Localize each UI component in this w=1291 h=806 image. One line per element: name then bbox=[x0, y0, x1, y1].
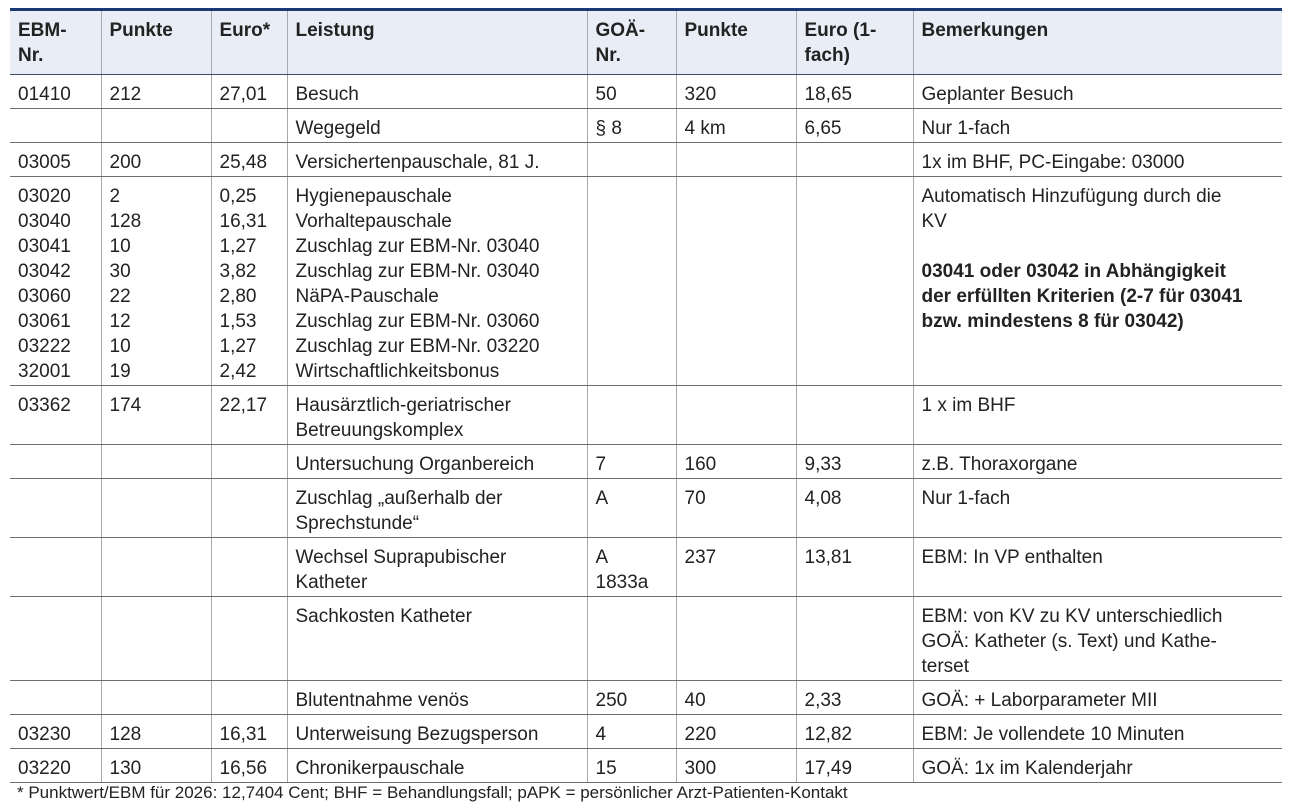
header-text: EBM- bbox=[18, 20, 67, 41]
cell-euro bbox=[211, 177, 287, 386]
header-text: GOÄ- bbox=[595, 20, 646, 41]
cell-line: 2,42 bbox=[219, 361, 257, 382]
cell-line: 13,81 bbox=[804, 547, 853, 568]
cell-line: 4 km bbox=[684, 118, 726, 139]
cell-line: Versichertenpauschale, 81 J. bbox=[295, 152, 540, 173]
cell-line: 03040 bbox=[18, 211, 71, 232]
cell-line: 16,31 bbox=[219, 724, 268, 745]
cell-line: GOÄ: 1x im Kalenderjahr bbox=[921, 758, 1133, 779]
cell-line: 15 bbox=[595, 758, 617, 779]
cell-goae-punkte bbox=[676, 479, 796, 538]
cell-line: Blutentnahme venös bbox=[295, 690, 469, 711]
cell-bemerkung bbox=[913, 597, 1282, 681]
header-euro bbox=[211, 10, 287, 75]
header-text: Bemerkungen bbox=[921, 20, 1049, 41]
table-row bbox=[10, 715, 1282, 749]
cell-goae-punkte bbox=[676, 109, 796, 143]
header-bemerkungen bbox=[913, 10, 1282, 75]
cell-line: Nur 1-fach bbox=[921, 118, 1011, 139]
cell-line: Chronikerpauschale bbox=[295, 758, 465, 779]
cell-bemerkung bbox=[913, 177, 1282, 386]
cell-punkte bbox=[101, 749, 211, 783]
cell-line: Untersuchung Organbereich bbox=[295, 454, 535, 475]
cell-line: 30 bbox=[109, 261, 131, 282]
spacer bbox=[922, 234, 1275, 259]
cell-line: 128 bbox=[109, 724, 142, 745]
cell-bemerkung bbox=[913, 479, 1282, 538]
cell-line: 3,82 bbox=[219, 261, 257, 282]
header-text: Euro* bbox=[219, 20, 271, 41]
header-text: fach) bbox=[804, 45, 850, 66]
cell-goae-punkte bbox=[676, 715, 796, 749]
header-text: Nr. bbox=[18, 45, 44, 66]
header-punkte bbox=[101, 10, 211, 75]
cell-line: 1x im BHF, PC-Eingabe: 03000 bbox=[921, 152, 1185, 173]
table-row bbox=[10, 749, 1282, 783]
cell-line: 17,49 bbox=[804, 758, 853, 779]
cell-goae-euro bbox=[796, 177, 913, 386]
cell-goae-punkte bbox=[676, 538, 796, 597]
cell-line: Zuschlag zur EBM-Nr. 03220 bbox=[295, 336, 540, 357]
cell-line: 25,48 bbox=[219, 152, 268, 173]
cell-goae-euro bbox=[796, 445, 913, 479]
cell-line: 250 bbox=[595, 690, 628, 711]
cell-ebm-nr bbox=[10, 177, 101, 386]
cell-line: 237 bbox=[684, 547, 717, 568]
cell-line: 4 bbox=[595, 724, 607, 745]
table-row bbox=[10, 143, 1282, 177]
table-row bbox=[10, 479, 1282, 538]
table-header bbox=[10, 10, 1282, 75]
cell-leistung bbox=[287, 109, 587, 143]
cell-goae-punkte bbox=[676, 75, 796, 109]
cell-euro bbox=[211, 75, 287, 109]
cell-line: 40 bbox=[684, 690, 706, 711]
cell-line: 12 bbox=[109, 311, 131, 332]
cell-punkte bbox=[101, 715, 211, 749]
cell-euro bbox=[211, 479, 287, 538]
cell-line-bold: bzw. mindestens 8 für 03042) bbox=[921, 311, 1184, 332]
cell-line-bold: 03041 oder 03042 in Abhängigkeit bbox=[921, 261, 1226, 282]
cell-punkte bbox=[101, 445, 211, 479]
cell-line: 03220 bbox=[18, 758, 71, 779]
table-row bbox=[10, 445, 1282, 479]
cell-line: 03041 bbox=[18, 236, 71, 257]
cell-goae-punkte bbox=[676, 597, 796, 681]
cell-line: terset bbox=[921, 656, 970, 677]
cell-line: 32001 bbox=[18, 361, 71, 382]
cell-ebm-nr bbox=[10, 479, 101, 538]
cell-punkte bbox=[101, 538, 211, 597]
table-row bbox=[10, 597, 1282, 681]
cell-goae-euro bbox=[796, 538, 913, 597]
cell-goae-nr bbox=[587, 715, 676, 749]
cell-goae-nr bbox=[587, 386, 676, 445]
cell-line: 12,82 bbox=[804, 724, 853, 745]
cell-ebm-nr bbox=[10, 538, 101, 597]
cell-line: EBM: Je vollendete 10 Minuten bbox=[921, 724, 1185, 745]
cell-leistung bbox=[287, 386, 587, 445]
cell-line: 1,27 bbox=[219, 336, 257, 357]
cell-ebm-nr bbox=[10, 143, 101, 177]
cell-line: 03061 bbox=[18, 311, 71, 332]
cell-bemerkung bbox=[913, 109, 1282, 143]
cell-ebm-nr bbox=[10, 597, 101, 681]
cell-goae-euro bbox=[796, 109, 913, 143]
cell-goae-nr bbox=[587, 538, 676, 597]
cell-line: Betreuungskomplex bbox=[295, 420, 464, 441]
cell-bemerkung bbox=[913, 75, 1282, 109]
cell-line: 27,01 bbox=[219, 84, 268, 105]
cell-line: Zuschlag „außerhalb der bbox=[295, 488, 503, 509]
cell-line: Zuschlag zur EBM-Nr. 03060 bbox=[295, 311, 540, 332]
cell-line: Katheter bbox=[295, 572, 368, 593]
table-body bbox=[10, 75, 1282, 783]
cell-leistung bbox=[287, 681, 587, 715]
cell-line: 128 bbox=[109, 211, 142, 232]
cell-line: 03042 bbox=[18, 261, 71, 282]
cell-line: 160 bbox=[684, 454, 717, 475]
cell-bemerkung bbox=[913, 749, 1282, 783]
cell-leistung bbox=[287, 597, 587, 681]
cell-line: 1,53 bbox=[219, 311, 257, 332]
cell-ebm-nr bbox=[10, 715, 101, 749]
cell-bemerkung bbox=[913, 143, 1282, 177]
cell-goae-nr bbox=[587, 445, 676, 479]
cell-line: 300 bbox=[684, 758, 717, 779]
cell-euro bbox=[211, 538, 287, 597]
cell-line: Automatisch Hinzufügung durch die bbox=[921, 186, 1222, 207]
table-row bbox=[10, 109, 1282, 143]
cell-goae-nr bbox=[587, 479, 676, 538]
billing-table bbox=[10, 8, 1282, 783]
cell-line: z.B. Thoraxorgane bbox=[921, 454, 1078, 475]
cell-punkte bbox=[101, 109, 211, 143]
cell-line: 220 bbox=[684, 724, 717, 745]
cell-line: 130 bbox=[109, 758, 142, 779]
cell-line: EBM: von KV zu KV unterschiedlich bbox=[921, 606, 1223, 627]
cell-line: 1,27 bbox=[219, 236, 257, 257]
cell-goae-nr bbox=[587, 143, 676, 177]
cell-line: Hausärztlich-geriatrischer bbox=[295, 395, 511, 416]
cell-ebm-nr bbox=[10, 386, 101, 445]
cell-line: 16,56 bbox=[219, 758, 268, 779]
cell-line: 0,25 bbox=[219, 186, 257, 207]
cell-line: 03230 bbox=[18, 724, 71, 745]
cell-goae-euro bbox=[796, 749, 913, 783]
cell-bemerkung bbox=[913, 386, 1282, 445]
cell-leistung bbox=[287, 715, 587, 749]
header-text: Nr. bbox=[595, 45, 621, 66]
cell-goae-nr bbox=[587, 749, 676, 783]
table-row bbox=[10, 538, 1282, 597]
cell-goae-punkte bbox=[676, 386, 796, 445]
cell-goae-euro bbox=[796, 479, 913, 538]
header-goae-nr bbox=[587, 10, 676, 75]
cell-ebm-nr bbox=[10, 75, 101, 109]
cell-line: Sprechstunde“ bbox=[295, 513, 420, 534]
cell-euro bbox=[211, 749, 287, 783]
table-row bbox=[10, 386, 1282, 445]
cell-line: Vorhaltepauschale bbox=[295, 211, 452, 232]
cell-line: 03060 bbox=[18, 286, 71, 307]
cell-line: 1833a bbox=[595, 572, 649, 593]
cell-goae-euro bbox=[796, 715, 913, 749]
cell-line: 03005 bbox=[18, 152, 71, 173]
cell-line: 03222 bbox=[18, 336, 71, 357]
cell-line: 10 bbox=[109, 336, 131, 357]
cell-goae-euro bbox=[796, 681, 913, 715]
cell-goae-punkte bbox=[676, 445, 796, 479]
cell-goae-euro bbox=[796, 386, 913, 445]
cell-euro bbox=[211, 143, 287, 177]
table-row bbox=[10, 177, 1282, 386]
cell-line: 320 bbox=[684, 84, 717, 105]
cell-line: 212 bbox=[109, 84, 142, 105]
cell-bemerkung bbox=[913, 681, 1282, 715]
cell-bemerkung bbox=[913, 715, 1282, 749]
cell-line: 7 bbox=[595, 454, 607, 475]
cell-line: 1 x im BHF bbox=[921, 395, 1016, 416]
cell-line: 200 bbox=[109, 152, 142, 173]
header-text: Euro (1- bbox=[804, 20, 877, 41]
cell-line: 01410 bbox=[18, 84, 71, 105]
table-row bbox=[10, 75, 1282, 109]
cell-euro bbox=[211, 715, 287, 749]
cell-punkte bbox=[101, 479, 211, 538]
cell-punkte bbox=[101, 681, 211, 715]
cell-line: A bbox=[595, 547, 609, 568]
billing-table-container bbox=[10, 8, 1282, 783]
cell-euro bbox=[211, 445, 287, 479]
footnote: * Punktwert/EBM für 2026: 12,7404 Cent; BHF = Behandlungsfall; pAPK = persönlicher Arzt-Patienten-Kontakt bbox=[17, 783, 848, 802]
cell-ebm-nr bbox=[10, 749, 101, 783]
cell-punkte bbox=[101, 177, 211, 386]
cell-leistung bbox=[287, 538, 587, 597]
cell-leistung bbox=[287, 75, 587, 109]
cell-leistung bbox=[287, 445, 587, 479]
cell-line: Besuch bbox=[295, 84, 359, 105]
cell-line: 2,80 bbox=[219, 286, 257, 307]
cell-line: GOÄ: Katheter (s. Text) und Kathe- bbox=[921, 631, 1217, 652]
cell-line: Wirtschaftlichkeitsbonus bbox=[295, 361, 500, 382]
cell-euro bbox=[211, 109, 287, 143]
cell-line: Wechsel Suprapubischer bbox=[295, 547, 507, 568]
cell-line: 2 bbox=[109, 186, 121, 207]
cell-ebm-nr bbox=[10, 681, 101, 715]
cell-line: KV bbox=[921, 211, 947, 232]
cell-goae-punkte bbox=[676, 749, 796, 783]
cell-line: 70 bbox=[684, 488, 706, 509]
cell-goae-nr bbox=[587, 75, 676, 109]
cell-ebm-nr bbox=[10, 109, 101, 143]
cell-euro bbox=[211, 386, 287, 445]
cell-bemerkung bbox=[913, 538, 1282, 597]
cell-goae-punkte bbox=[676, 177, 796, 386]
cell-line: Nur 1-fach bbox=[921, 488, 1011, 509]
cell-leistung bbox=[287, 749, 587, 783]
cell-leistung bbox=[287, 177, 587, 386]
cell-line: Hygienepauschale bbox=[295, 186, 452, 207]
header-ebm-nr bbox=[10, 10, 101, 75]
cell-goae-nr bbox=[587, 681, 676, 715]
cell-line: § 8 bbox=[595, 118, 622, 139]
cell-line: 22,17 bbox=[219, 395, 268, 416]
cell-leistung bbox=[287, 143, 587, 177]
cell-line: EBM: In VP enthalten bbox=[921, 547, 1103, 568]
cell-line: Zuschlag zur EBM-Nr. 03040 bbox=[295, 236, 540, 257]
header-goae-euro bbox=[796, 10, 913, 75]
cell-goae-euro bbox=[796, 75, 913, 109]
cell-punkte bbox=[101, 386, 211, 445]
cell-line: 03362 bbox=[18, 395, 71, 416]
cell-line: 18,65 bbox=[804, 84, 853, 105]
cell-line: 19 bbox=[109, 361, 131, 382]
header-row bbox=[10, 10, 1282, 75]
cell-line: 2,33 bbox=[804, 690, 842, 711]
header-leistung bbox=[287, 10, 587, 75]
cell-line: 16,31 bbox=[219, 211, 268, 232]
cell-bemerkung bbox=[913, 445, 1282, 479]
cell-line: 174 bbox=[109, 395, 142, 416]
header-text: Leistung bbox=[295, 20, 375, 41]
cell-punkte bbox=[101, 143, 211, 177]
cell-punkte bbox=[101, 75, 211, 109]
cell-line: A bbox=[595, 488, 609, 509]
cell-line: 4,08 bbox=[804, 488, 842, 509]
header-text: Punkte bbox=[109, 20, 173, 41]
header-text: Punkte bbox=[684, 20, 748, 41]
cell-line: 9,33 bbox=[804, 454, 842, 475]
cell-euro bbox=[211, 597, 287, 681]
cell-line: Geplanter Besuch bbox=[921, 84, 1074, 105]
cell-goae-punkte bbox=[676, 681, 796, 715]
cell-line: Zuschlag zur EBM-Nr. 03040 bbox=[295, 261, 540, 282]
cell-goae-nr bbox=[587, 597, 676, 681]
cell-goae-euro bbox=[796, 143, 913, 177]
cell-line: Unterweisung Bezugsperson bbox=[295, 724, 539, 745]
cell-line: Wegegeld bbox=[295, 118, 381, 139]
cell-goae-punkte bbox=[676, 143, 796, 177]
cell-euro bbox=[211, 681, 287, 715]
cell-leistung bbox=[287, 479, 587, 538]
cell-goae-euro bbox=[796, 597, 913, 681]
cell-goae-nr bbox=[587, 177, 676, 386]
cell-line: 22 bbox=[109, 286, 131, 307]
cell-ebm-nr bbox=[10, 445, 101, 479]
cell-punkte bbox=[101, 597, 211, 681]
header-goae-punkte bbox=[676, 10, 796, 75]
cell-line: Sachkosten Katheter bbox=[295, 606, 472, 627]
cell-line: 03020 bbox=[18, 186, 71, 207]
cell-line: 6,65 bbox=[804, 118, 842, 139]
cell-goae-nr bbox=[587, 109, 676, 143]
cell-line: 10 bbox=[109, 236, 131, 257]
cell-line: GOÄ: + Laborparameter MII bbox=[921, 690, 1158, 711]
cell-line-bold: der erfüllten Kriterien (2-7 für 03041 bbox=[921, 286, 1243, 307]
table-row bbox=[10, 681, 1282, 715]
cell-line: NäPA-Pauschale bbox=[295, 286, 439, 307]
cell-line: 50 bbox=[595, 84, 617, 105]
